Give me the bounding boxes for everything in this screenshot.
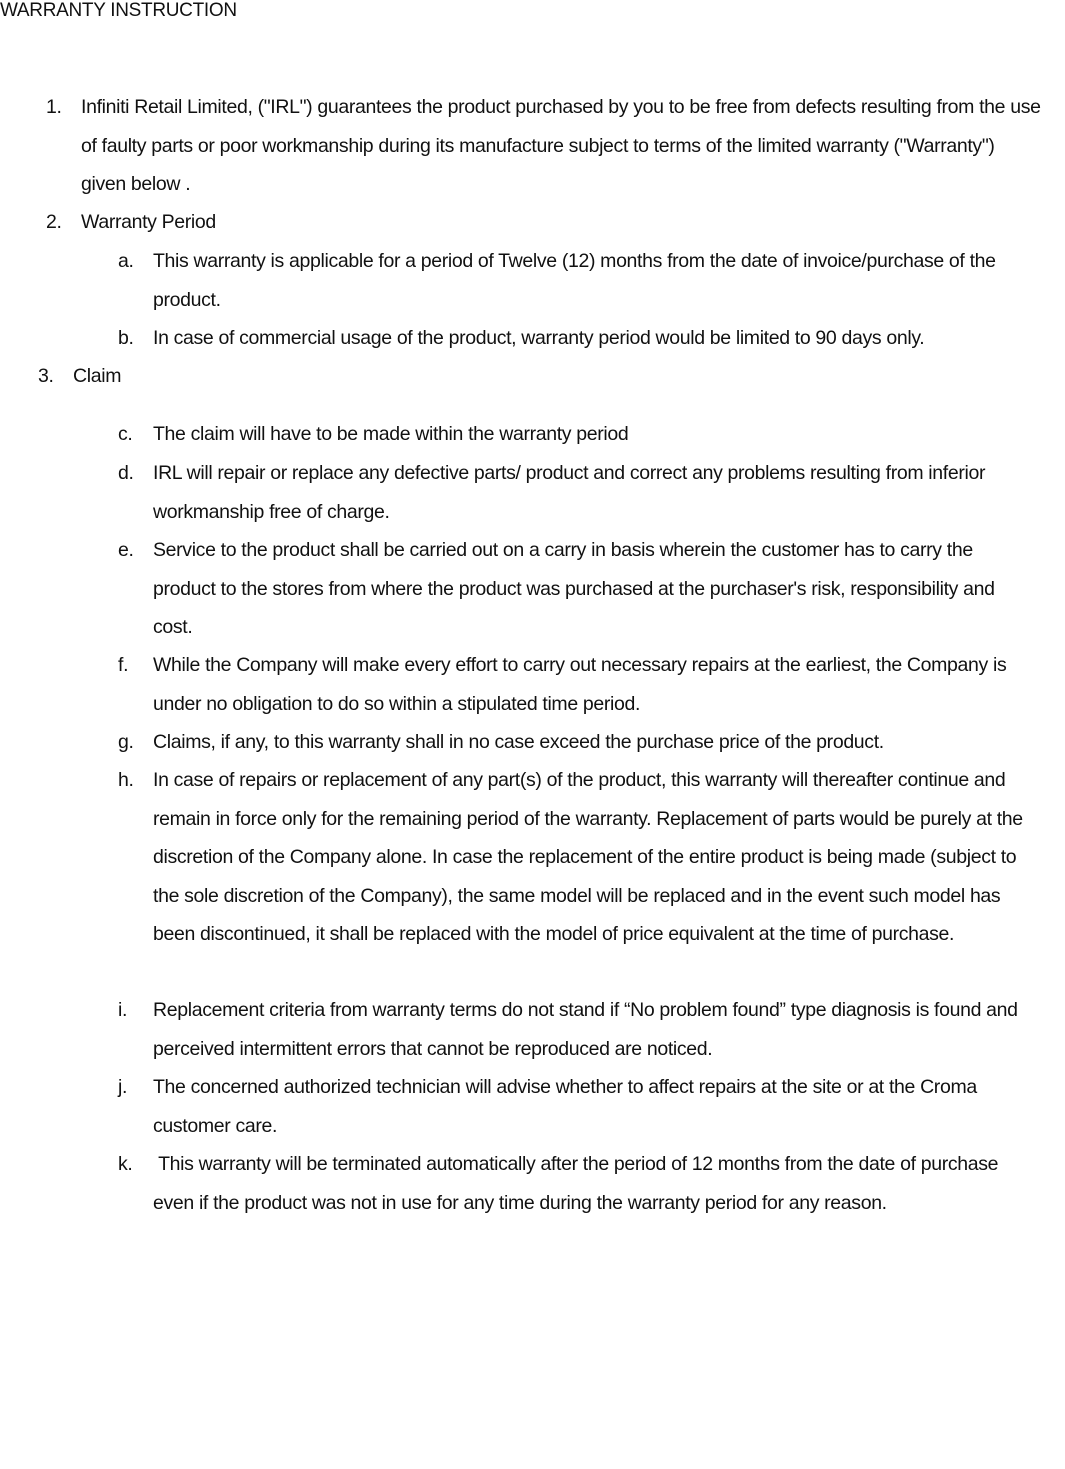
sub-marker: d. xyxy=(118,462,134,484)
sub-item-text: In case of commercial usage of the product, warranty period would be limited to 90 days only. xyxy=(153,327,925,349)
sub-marker: a. xyxy=(118,250,134,272)
list-marker: 3. xyxy=(38,365,54,387)
sub-item-text: The concerned authorized technician will advise whether to affect repairs at the site or at the Croma customer care. xyxy=(153,1076,977,1137)
section-title-claim: Claim xyxy=(73,365,122,387)
sub-item-text: While the Company will make every effort to carry out necessary repairs at the earliest, the Company is under no obligation to do so within a stipulated time period. xyxy=(153,654,1007,715)
sub-item-text: Replacement criteria from warranty terms do not stand if “No problem found” type diagnosis is found and perceived intermittent errors that cannot be reproduced are noticed. xyxy=(153,999,1018,1060)
sub-marker: f. xyxy=(118,654,129,676)
sub-item-text: In case of repairs or replacement of any part(s) of the product, this warranty will thereafter continue and remain in force only for the remaining period of the warranty. Replacement of parts would be purely at the discretion of the Company alone. In case the replacement of the entire product is being made (subject to the sole discretion of the Company), the same model will be replaced and in the event such model has been discontinued, it shall be replaced with the model of price equivalent at the time of purchase. xyxy=(153,769,1023,945)
sub-marker: j. xyxy=(118,1076,128,1098)
list-marker: 2. xyxy=(46,211,62,233)
sub-item-text: This warranty will be terminated automatically after the period of 12 months from the date of purchase even if the product was not in use for any time during the warranty period for any reason. xyxy=(153,1153,1004,1214)
sub-marker: h. xyxy=(118,769,134,791)
list-marker: 1. xyxy=(46,96,62,118)
list-item-text: Infiniti Retail Limited, ("IRL") guarantees the product purchased by you to be free from defects resulting from the use of faulty parts or poor workmanship during its manufacture subject to terms of the limited warranty ("Warranty") given below . xyxy=(81,96,1041,195)
sub-marker: c. xyxy=(118,423,133,445)
sub-marker: b. xyxy=(118,327,134,349)
sub-item-text: The claim will have to be made within the warranty period xyxy=(153,423,629,445)
section-title-warranty-period: Warranty Period xyxy=(81,211,216,233)
sub-item-text: Service to the product shall be carried out on a carry in basis wherein the customer has to carry the product to the stores from where the product was purchased at the purchaser's risk, responsibility and cost. xyxy=(153,539,995,638)
sub-item-text: This warranty is applicable for a period of Twelve (12) months from the date of invoice/purchase of the product. xyxy=(153,250,996,311)
sub-marker: k. xyxy=(118,1153,133,1175)
sub-marker: e. xyxy=(118,539,134,561)
sub-item-text: Claims, if any, to this warranty shall in no case exceed the purchase price of the product. xyxy=(153,731,884,753)
document-heading: WARRANTY INSTRUCTION xyxy=(0,0,237,21)
sub-marker: i. xyxy=(118,999,128,1021)
sub-marker: g. xyxy=(118,731,134,753)
sub-item-text: IRL will repair or replace any defective parts/ product and correct any problems resulting from inferior workmanship free of charge. xyxy=(153,462,986,523)
